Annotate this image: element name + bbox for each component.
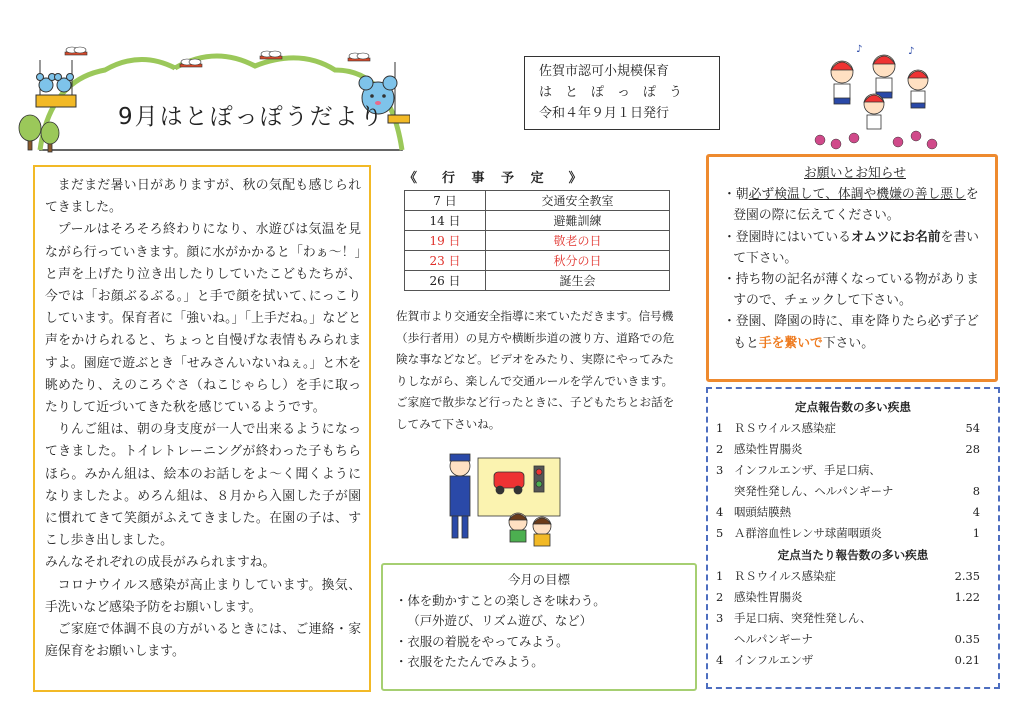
disease-name: ＲＳウイルス感染症 (734, 421, 836, 435)
notice-item (723, 311, 987, 353)
events-title: 《 行 事 予 定 》 (404, 171, 588, 186)
disease-title: 定点報告数の多い疾患 (795, 400, 911, 414)
list-item (716, 566, 990, 587)
disease-title: 定点当たり報告数の多い疾患 (777, 548, 929, 562)
goal-item: ・衣服の着脱をやってみよう。 (395, 633, 569, 649)
events-table (404, 190, 670, 291)
disease-name: ＲＳウイルス感染症 (734, 569, 836, 583)
rank-number: 2 (716, 590, 724, 604)
table-row (405, 251, 670, 271)
publish-date: 令和４年９月１日発行 (539, 106, 670, 121)
list-item (716, 460, 990, 481)
report-value: 28 (965, 442, 980, 456)
events-description (396, 306, 678, 435)
rank-number: 1 (716, 569, 724, 583)
report-value: 4 (972, 505, 980, 519)
list-item (716, 650, 990, 671)
rank-number: 3 (716, 611, 724, 625)
disease-name: Ａ群溶血性レンサ球菌咽頭炎 (734, 526, 882, 540)
table-row (405, 211, 670, 231)
report-value (940, 460, 990, 481)
notice-text: ・登園、降園の時に、車を降りたら必ず子どもと (723, 314, 979, 351)
event-name: 秋分の日 (486, 251, 670, 271)
list-item (716, 418, 990, 439)
running-children-illustration (812, 40, 942, 152)
goal-item: ・体を動かすことの楽しさを味わう。 (395, 592, 606, 608)
event-date: 19 日 (405, 231, 486, 251)
requests-notice (706, 154, 998, 382)
goal-item: （戸外遊び、リズム遊び、など） (407, 613, 593, 628)
letter-paragraph: りんご組は、朝の身支度が一人で出来るようになってきました。トイレトレーニングが終わった子もちらほら。みかん組は、絵本のお話しをよ～く聞くようになりましたよ。めろん組は、８月から入園した子が園に慣れてきて笑顔がふえてきました。在園の子は、すこし歩き出しました。 (45, 422, 361, 549)
table-row (405, 231, 670, 251)
list-item (716, 502, 990, 523)
notice-underlined: 必ず検温して、体調や機嫌の善し悪し (748, 187, 966, 203)
notice-highlight: 手を繋いで (758, 335, 823, 351)
disease-name: 咽頭結膜熱 (734, 505, 791, 519)
list-item (716, 523, 990, 544)
disease-name: インフルエンザ (734, 653, 814, 667)
notice-text: ・朝 (723, 187, 749, 203)
rank-number: 4 (716, 653, 724, 667)
rank-number: 1 (716, 421, 724, 435)
event-date: 7 日 (405, 191, 486, 211)
rank-number (716, 629, 734, 650)
rank-number: 5 (716, 526, 724, 540)
notice-text: ・登園時にはいている (723, 229, 851, 245)
report-value: 0.35 (954, 632, 980, 646)
notice-title: お願いとお知らせ (804, 166, 906, 181)
monthly-letter (33, 165, 371, 692)
notice-item: ・持ち物の記名が薄くなっている物がありますので、チェックして下さい。 (723, 272, 979, 309)
publisher-name: 佐賀市認可小規模保育 (539, 64, 670, 79)
disease-name: 手足口病、突発性発しん、 (734, 611, 872, 625)
report-value: 2.35 (954, 569, 980, 583)
notice-text: 下さい。 (822, 335, 874, 351)
rank-number: 2 (716, 442, 724, 456)
svg-text:♪: ♪ (856, 44, 863, 55)
rank-number: 3 (716, 463, 724, 477)
report-value: 1 (972, 526, 980, 540)
list-item (716, 608, 990, 629)
publisher-box (524, 56, 720, 130)
letter-paragraph: まだまだ暑い日がありますが、秋の気配も感じられてきました。 (45, 178, 361, 216)
list-item (716, 439, 990, 460)
list-item (716, 587, 990, 608)
disease-report (706, 387, 1000, 689)
list-item (716, 481, 990, 502)
disease-list (716, 566, 990, 671)
report-value: 0.21 (954, 653, 980, 667)
monthly-goals (381, 563, 697, 691)
notice-text: を登園の際に伝えてください。 (733, 187, 979, 224)
rank-number (716, 481, 734, 502)
disease-name: 突発性発しん、ヘルパンギーナ (734, 484, 894, 498)
events-description-text: 佐賀市より交通安全指導に来ていただきます。信号機（歩行者用）の見方や横断歩道の渡り方、道路での危険な事などなど。ビデオをみたり、実際にやってみたりしながら、楽しんで交通ルールを学んでいきます。 ご家庭で散歩など行ったときに、子どもたちとお話をしてみて下さいね。 (396, 309, 679, 431)
newsletter-title: 9月はとぽっぽうだより (118, 104, 385, 130)
publisher-nursery: は と ぽ っ ぽ う (539, 85, 683, 100)
event-date: 23 日 (405, 251, 486, 271)
event-name: 交通安全教室 (486, 191, 670, 211)
disease-list (716, 418, 990, 544)
letter-paragraph: ご家庭で体調不良の方がいるときには、ご連絡・家庭保育をお願いします。 (45, 622, 361, 660)
table-row (405, 191, 670, 211)
letter-paragraph: コロナウイルス感染が高止まりしています。換気、手洗いなど感染予防をお願いします。 (45, 577, 361, 615)
report-value: 8 (972, 484, 980, 498)
letter-paragraph: みんなそれぞれの成長がみられますね。 (45, 555, 276, 571)
goal-item: ・衣服をたたんでみよう。 (395, 654, 544, 669)
traffic-safety-illustration (438, 450, 568, 550)
list-item (716, 629, 990, 650)
disease-name: インフルエンザ、手足口病、 (734, 463, 881, 477)
event-name: 誕生会 (486, 271, 670, 291)
notice-item (723, 227, 987, 269)
disease-name: 感染性胃腸炎 (734, 442, 803, 456)
report-value: 54 (965, 421, 980, 435)
svg-text:♪: ♪ (908, 46, 915, 57)
notice-text: を書いて下さい。 (733, 229, 979, 266)
notice-bold: オムツにお名前 (850, 229, 941, 245)
goals-title: 今月の目標 (508, 572, 570, 587)
table-row (405, 271, 670, 291)
notice-item (723, 184, 987, 226)
disease-name: 感染性胃腸炎 (734, 590, 803, 604)
event-date: 14 日 (405, 211, 486, 231)
rank-number: 4 (716, 505, 724, 519)
event-name: 敬老の日 (486, 231, 670, 251)
letter-paragraph: プールはそろそろ終わりになり、水遊びは気温を見ながら行っていきます。顔に水がかかると「わぁ～！」と声を上げたり泣き出したりしていたこどもたちが、今では「お顔ぶるぶる。」と手で顔を拭いて､にっこりしています。保育者に「強いね。」「上手だね。」などと声をかけられると、ちょっと自慢げな表情もみられますよ。園庭で遊ぶとき「せみさんいないねぇ。」と木を眺めたり、えのころぐさ（ねこじゃらし）を手に取ったりして近づいてきた秋を感じているようです。 (45, 222, 361, 416)
report-value (940, 608, 990, 629)
event-date: 26 日 (405, 271, 486, 291)
event-name: 避難訓練 (486, 211, 670, 231)
report-value: 1.22 (954, 590, 980, 604)
disease-name: ヘルパンギーナ (734, 632, 813, 646)
